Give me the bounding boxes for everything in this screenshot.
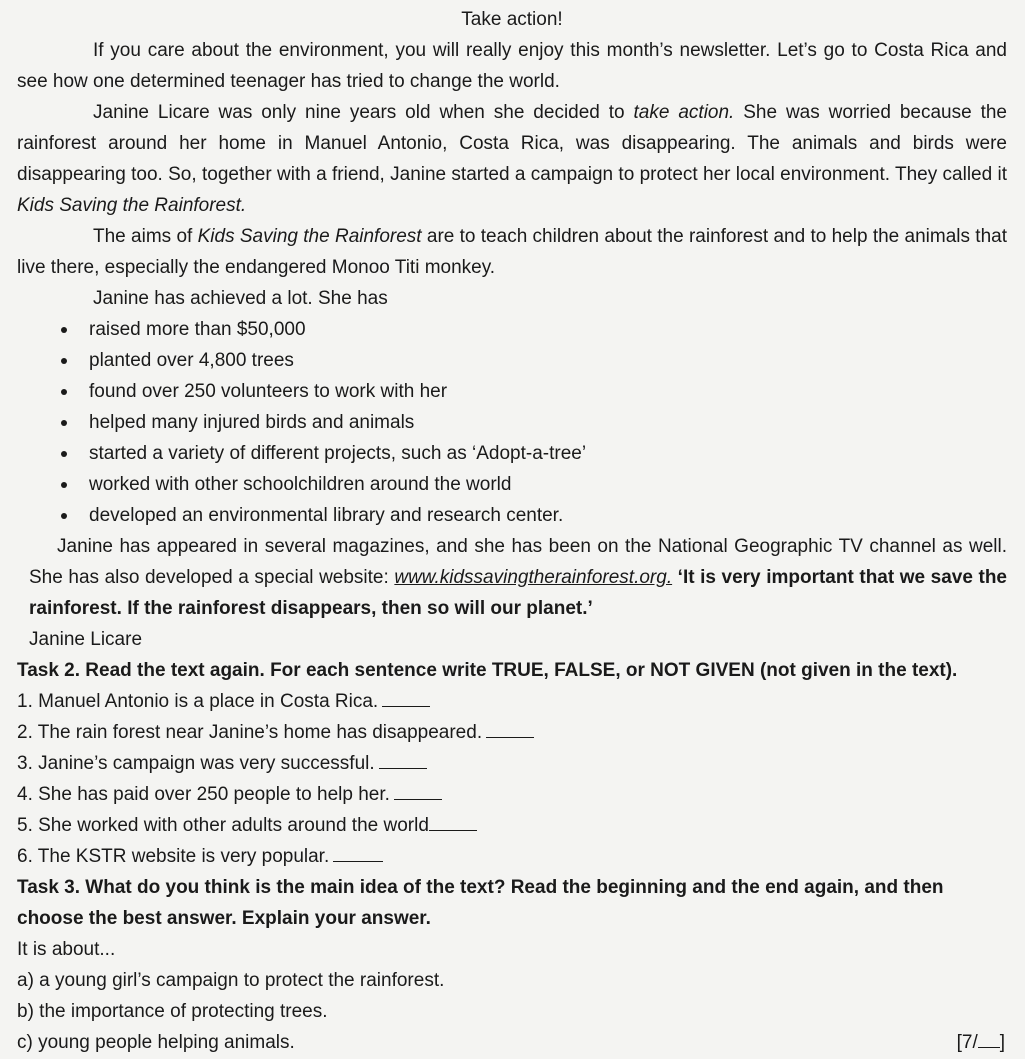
answer-blank[interactable] (394, 779, 442, 800)
question-text: 6. The KSTR website is very popular. (17, 846, 330, 867)
achievements-list (17, 314, 1007, 531)
paragraph-closing (29, 531, 1007, 624)
question-item (17, 686, 1007, 717)
paragraph-janine (17, 97, 1007, 221)
janine-quote: ‘It is very important that we save the rainforest. If the rainforest disappears, then so will our planet.’ (29, 567, 1007, 619)
answer-blank[interactable] (333, 841, 383, 862)
answer-blank[interactable] (429, 810, 477, 831)
task3-heading: Task 3. What do you think is the main idea of the text? Read the beginning and the end again, and then choose the best answer. Explain your answer. (17, 877, 944, 929)
score-label-end: ] (999, 1032, 1005, 1053)
paragraph-aims-text-b: are to teach children about the rainforest and to help the animals that live there, especially the endangered Monoo Titi monkey. (17, 226, 1007, 278)
score-label: [7/ (956, 1032, 978, 1053)
option-a[interactable]: a) a young girl’s campaign to protect the rainforest. (17, 970, 445, 991)
task3-options (17, 965, 1007, 1058)
list-item: started a variety of different projects, such as ‘Adopt-a-tree’ (57, 438, 1007, 469)
article-title: Take action! (461, 9, 563, 30)
answer-blank[interactable] (382, 686, 430, 707)
score-box (957, 1027, 1005, 1058)
quote-author: Janine Licare (29, 629, 143, 650)
question-item (17, 810, 1007, 841)
question-text: 2. The rain forest near Janine’s home has disappeared. (17, 722, 483, 743)
question-item (17, 779, 1007, 810)
question-text: 1. Manuel Antonio is a place in Costa Rica. (17, 691, 379, 712)
paragraph-intro: If you care about the environment, you will really enjoy this month’s newsletter. Let’s go to Costa Rica and see how one determined teenager has tried to change the world. (17, 40, 1007, 92)
emphasis-take-action: take action. (633, 102, 735, 123)
paragraph-janine-text-b: She was worried because the rainforest around her home in Manuel Antonio, Costa Rica, was disappearing. The animals and birds were disappearing too. So, together with a friend, Janine started a campaign to protect her local environment. They called it (17, 102, 1007, 185)
question-item (17, 841, 1007, 872)
website-link[interactable]: www.kidssavingtherainforest.org. (394, 567, 673, 588)
option-c[interactable]: c) young people helping animals. (17, 1032, 295, 1053)
list-item: helped many injured birds and animals (57, 407, 1007, 438)
list-item: planted over 4,800 trees (57, 345, 1007, 376)
list-item: developed an environmental library and research center. (57, 500, 1007, 531)
score-blank[interactable] (978, 1029, 1000, 1048)
list-item: worked with other schoolchildren around the world (57, 469, 1007, 500)
task2-questions (17, 686, 1007, 872)
achievements-intro: Janine has achieved a lot. She has (93, 288, 388, 309)
answer-blank[interactable] (486, 717, 534, 738)
emphasis-campaign-name-2: Kids Saving the Rainforest (197, 226, 422, 247)
task2-heading: Task 2. Read the text again. For each sentence write TRUE, FALSE, or NOT GIVEN (not given in the text). (17, 660, 958, 681)
answer-blank[interactable] (379, 748, 427, 769)
question-text: 5. She worked with other adults around the world (17, 815, 429, 836)
worksheet-page (17, 4, 1007, 1058)
option-b[interactable]: b) the importance of protecting trees. (17, 1001, 328, 1022)
question-item (17, 748, 1007, 779)
paragraph-aims (17, 221, 1007, 283)
task3-lead: It is about... (17, 939, 116, 960)
question-text: 4. She has paid over 250 people to help her. (17, 784, 390, 805)
closing-text: Janine has appeared in several magazines, and she has been on the National Geographic TV channel as well. She has also developed a special website: (29, 536, 1007, 588)
list-item: found over 250 volunteers to work with her (57, 376, 1007, 407)
question-item (17, 717, 1007, 748)
emphasis-campaign-name: Kids Saving the Rainforest. (17, 195, 247, 216)
paragraph-janine-text-a: Janine Licare was only nine years old when she decided to (93, 102, 634, 123)
paragraph-aims-text-a: The aims of (93, 226, 198, 247)
list-item: raised more than $50,000 (57, 314, 1007, 345)
question-text: 3. Janine’s campaign was very successful. (17, 753, 375, 774)
closing-section (17, 531, 1007, 655)
